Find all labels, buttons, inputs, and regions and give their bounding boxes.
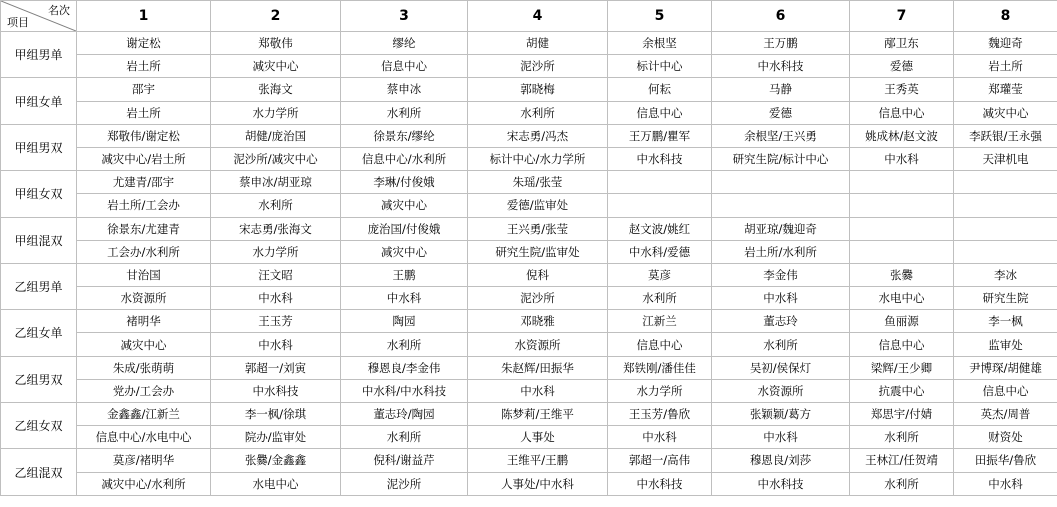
unit-cell: 中水科 — [211, 333, 341, 356]
unit-cell: 爱德/监审处 — [468, 194, 608, 217]
player-cell: 朱瑶/张莹 — [468, 171, 608, 194]
unit-cell: 水资源所 — [77, 287, 211, 310]
player-cell: 李一枫 — [954, 310, 1057, 333]
category-label: 乙组女单 — [1, 310, 77, 356]
player-cell — [850, 171, 954, 194]
player-cell: 郑敬伟/谢定松 — [77, 124, 211, 147]
unit-cell: 水力学所 — [211, 101, 341, 124]
player-cell: 李跃银/王永强 — [954, 124, 1057, 147]
unit-cell: 岩土所 — [77, 101, 211, 124]
category-label: 甲组女单 — [1, 78, 77, 124]
unit-cell: 减灾中心/水利所 — [77, 472, 211, 495]
table-row-players — [1, 217, 1057, 240]
player-cell: 郑瓘莹 — [954, 78, 1057, 101]
unit-cell: 水利所 — [341, 101, 468, 124]
unit-cell: 研究生院/监审处 — [468, 240, 608, 263]
unit-cell — [608, 194, 712, 217]
rank-header: 6 — [712, 1, 850, 32]
unit-cell: 爱德 — [850, 55, 954, 78]
unit-cell: 中水科 — [712, 287, 850, 310]
player-cell: 朱赵辉/田振华 — [468, 356, 608, 379]
item-header-label: 项目 — [7, 16, 29, 29]
player-cell: 郑铁刚/潘佳佳 — [608, 356, 712, 379]
unit-cell: 标计中心 — [608, 55, 712, 78]
unit-cell: 水资源所 — [468, 333, 608, 356]
player-cell: 王玉芳 — [211, 310, 341, 333]
unit-cell: 信息中心/水电中心 — [77, 426, 211, 449]
player-cell: 胡健 — [468, 32, 608, 55]
table-row-units — [1, 379, 1057, 402]
unit-cell: 减灾中心 — [341, 240, 468, 263]
player-cell: 马静 — [712, 78, 850, 101]
unit-cell: 爱德 — [712, 101, 850, 124]
unit-cell: 减灾中心 — [954, 101, 1057, 124]
player-cell: 吴初/侯保灯 — [712, 356, 850, 379]
unit-cell: 泥沙所 — [468, 287, 608, 310]
player-cell: 邵宇 — [77, 78, 211, 101]
player-cell: 金鑫鑫/江新兰 — [77, 403, 211, 426]
player-cell: 陶园 — [341, 310, 468, 333]
unit-cell: 岩土所/水利所 — [712, 240, 850, 263]
unit-cell: 信息中心 — [608, 101, 712, 124]
unit-cell: 信息中心 — [954, 379, 1057, 402]
unit-cell: 水利所 — [608, 287, 712, 310]
player-cell: 赵文波/姚红 — [608, 217, 712, 240]
unit-cell: 水利所 — [712, 333, 850, 356]
category-label: 乙组女双 — [1, 403, 77, 449]
unit-cell: 中水科技 — [211, 379, 341, 402]
unit-cell: 水利所 — [341, 426, 468, 449]
player-cell: 梁辉/王少卿 — [850, 356, 954, 379]
player-cell: 李琳/付俊娥 — [341, 171, 468, 194]
rank-header: 1 — [77, 1, 211, 32]
unit-cell — [954, 194, 1057, 217]
unit-cell: 中水科/爱德 — [608, 240, 712, 263]
player-cell: 李一枫/徐琪 — [211, 403, 341, 426]
unit-cell: 信息中心 — [850, 333, 954, 356]
player-cell: 尤建青/邵宇 — [77, 171, 211, 194]
table-row-units — [1, 147, 1057, 170]
table-row-units — [1, 194, 1057, 217]
player-cell: 郭超一/高伟 — [608, 449, 712, 472]
unit-cell: 水电中心 — [850, 287, 954, 310]
unit-cell: 中水科 — [850, 147, 954, 170]
unit-cell: 信息中心 — [850, 101, 954, 124]
category-label: 甲组女双 — [1, 171, 77, 217]
unit-cell: 中水科 — [712, 426, 850, 449]
player-cell: 董志玲 — [712, 310, 850, 333]
rank-header: 5 — [608, 1, 712, 32]
rank-header: 7 — [850, 1, 954, 32]
player-cell: 宋志勇/张海文 — [211, 217, 341, 240]
unit-cell — [954, 240, 1057, 263]
unit-cell: 中水科技 — [712, 472, 850, 495]
table-row-units — [1, 240, 1057, 263]
rank-header: 3 — [341, 1, 468, 32]
table-row-players — [1, 356, 1057, 379]
unit-cell: 抗震中心 — [850, 379, 954, 402]
table-row-players — [1, 263, 1057, 286]
unit-cell: 中水科 — [341, 287, 468, 310]
player-cell: 汪文昭 — [211, 263, 341, 286]
header-row — [1, 1, 1057, 32]
player-cell: 魏迎奇 — [954, 32, 1057, 55]
unit-cell: 减灾中心/岩土所 — [77, 147, 211, 170]
unit-cell: 天津机电 — [954, 147, 1057, 170]
table-row-units — [1, 426, 1057, 449]
player-cell: 姚成林/赵文波 — [850, 124, 954, 147]
table-row-players — [1, 171, 1057, 194]
unit-cell: 水力学所 — [608, 379, 712, 402]
player-cell: 蔡申冰/胡亚琼 — [211, 171, 341, 194]
player-cell: 郭超一/刘寅 — [211, 356, 341, 379]
unit-cell: 泥沙所 — [341, 472, 468, 495]
player-cell: 庞治国/付俊娥 — [341, 217, 468, 240]
unit-cell: 财资处 — [954, 426, 1057, 449]
unit-cell: 减灾中心 — [77, 333, 211, 356]
player-cell: 穆恩良/李金伟 — [341, 356, 468, 379]
table-row-players — [1, 449, 1057, 472]
unit-cell: 工会办/水利所 — [77, 240, 211, 263]
player-cell: 徐景东/尤建青 — [77, 217, 211, 240]
table-row-units — [1, 287, 1057, 310]
player-cell: 褚明华 — [77, 310, 211, 333]
unit-cell: 岩土所 — [77, 55, 211, 78]
player-cell — [954, 171, 1057, 194]
player-cell: 英杰/周普 — [954, 403, 1057, 426]
player-cell — [954, 217, 1057, 240]
player-cell: 宋志勇/冯杰 — [468, 124, 608, 147]
unit-cell: 党办/工会办 — [77, 379, 211, 402]
table-row-players — [1, 32, 1057, 55]
player-cell: 谢定松 — [77, 32, 211, 55]
player-cell: 郑敬伟 — [211, 32, 341, 55]
unit-cell: 中水科/中水科技 — [341, 379, 468, 402]
unit-cell: 院办/监审处 — [211, 426, 341, 449]
table-body — [1, 32, 1057, 496]
player-cell: 王万鹏 — [712, 32, 850, 55]
unit-cell: 减灾中心 — [211, 55, 341, 78]
player-cell: 胡健/庞治国 — [211, 124, 341, 147]
unit-cell: 减灾中心 — [341, 194, 468, 217]
table-row-units — [1, 55, 1057, 78]
unit-cell: 信息中心 — [341, 55, 468, 78]
player-cell: 李冰 — [954, 263, 1057, 286]
player-cell: 江新兰 — [608, 310, 712, 333]
unit-cell: 水利所 — [211, 194, 341, 217]
player-cell: 朱成/张萌萌 — [77, 356, 211, 379]
player-cell: 余根坚 — [608, 32, 712, 55]
player-cell: 邓晓雅 — [468, 310, 608, 333]
unit-cell: 中水科 — [211, 287, 341, 310]
unit-cell: 监审处 — [954, 333, 1057, 356]
player-cell: 王维平/王鹏 — [468, 449, 608, 472]
table-row-units — [1, 472, 1057, 495]
rank-header-label: 名次 — [48, 4, 70, 17]
category-label: 乙组男双 — [1, 356, 77, 402]
player-cell: 穆恩良/刘莎 — [712, 449, 850, 472]
unit-cell: 标计中心/水力学所 — [468, 147, 608, 170]
table-row-players — [1, 124, 1057, 147]
player-cell: 田振华/鲁欣 — [954, 449, 1057, 472]
unit-cell: 中水科技 — [712, 55, 850, 78]
player-cell: 王玉芳/鲁欣 — [608, 403, 712, 426]
player-cell: 张海文 — [211, 78, 341, 101]
player-cell: 蔡申冰 — [341, 78, 468, 101]
category-label: 乙组男单 — [1, 263, 77, 309]
player-cell — [712, 171, 850, 194]
unit-cell: 中水科技 — [608, 147, 712, 170]
unit-cell — [850, 240, 954, 263]
player-cell: 缪纶 — [341, 32, 468, 55]
player-cell: 李金伟 — [712, 263, 850, 286]
category-label: 甲组男单 — [1, 32, 77, 78]
category-label: 乙组混双 — [1, 449, 77, 495]
category-label: 甲组男双 — [1, 124, 77, 170]
player-cell: 何耘 — [608, 78, 712, 101]
unit-cell: 水利所 — [850, 426, 954, 449]
player-cell: 胡亚琼/魏迎奇 — [712, 217, 850, 240]
category-label: 甲组混双 — [1, 217, 77, 263]
rank-header: 2 — [211, 1, 341, 32]
table-row-players — [1, 403, 1057, 426]
player-cell: 余根坚/王兴勇 — [712, 124, 850, 147]
unit-cell: 泥沙所 — [468, 55, 608, 78]
player-cell: 郭晓梅 — [468, 78, 608, 101]
unit-cell: 泥沙所/减灾中心 — [211, 147, 341, 170]
unit-cell: 中水科技 — [608, 472, 712, 495]
player-cell: 王万鹏/瞿军 — [608, 124, 712, 147]
unit-cell: 人事处 — [468, 426, 608, 449]
player-cell: 甘治国 — [77, 263, 211, 286]
unit-cell — [850, 194, 954, 217]
player-cell: 莫彦 — [608, 263, 712, 286]
unit-cell: 研究生院/标计中心 — [712, 147, 850, 170]
player-cell: 倪科/谢益芹 — [341, 449, 468, 472]
player-cell: 王兴勇/张莹 — [468, 217, 608, 240]
rank-header: 8 — [954, 1, 1057, 32]
unit-cell: 水力学所 — [211, 240, 341, 263]
player-cell: 王林江/任贺靖 — [850, 449, 954, 472]
player-cell: 董志玲/陶园 — [341, 403, 468, 426]
unit-cell: 水电中心 — [211, 472, 341, 495]
player-cell: 王鹏 — [341, 263, 468, 286]
player-cell: 张颖颖/葛方 — [712, 403, 850, 426]
unit-cell: 中水科 — [954, 472, 1057, 495]
unit-cell: 水利所 — [850, 472, 954, 495]
player-cell: 莫彦/褚明华 — [77, 449, 211, 472]
unit-cell — [712, 194, 850, 217]
unit-cell: 水利所 — [468, 101, 608, 124]
unit-cell: 信息中心/水利所 — [341, 147, 468, 170]
unit-cell: 人事处/中水科 — [468, 472, 608, 495]
player-cell: 陈梦莉/王维平 — [468, 403, 608, 426]
table-row-units — [1, 101, 1057, 124]
player-cell: 尹博琛/胡健雄 — [954, 356, 1057, 379]
player-cell — [850, 217, 954, 240]
unit-cell: 岩土所 — [954, 55, 1057, 78]
rank-header: 4 — [468, 1, 608, 32]
unit-cell: 信息中心 — [608, 333, 712, 356]
player-cell: 倪科 — [468, 263, 608, 286]
unit-cell: 岩土所/工会办 — [77, 194, 211, 217]
player-cell: 邴卫东 — [850, 32, 954, 55]
player-cell — [608, 171, 712, 194]
unit-cell: 中水科 — [468, 379, 608, 402]
player-cell: 张爨 — [850, 263, 954, 286]
table-row-players — [1, 78, 1057, 101]
table-row-players — [1, 310, 1057, 333]
player-cell: 王秀英 — [850, 78, 954, 101]
player-cell: 徐景东/缪纶 — [341, 124, 468, 147]
unit-cell: 研究生院 — [954, 287, 1057, 310]
unit-cell: 中水科 — [608, 426, 712, 449]
unit-cell: 水利所 — [341, 333, 468, 356]
player-cell: 张爨/金鑫鑫 — [211, 449, 341, 472]
player-cell: 鱼丽源 — [850, 310, 954, 333]
player-cell: 郑思宇/付婧 — [850, 403, 954, 426]
corner-cell — [1, 1, 77, 32]
table-row-units — [1, 333, 1057, 356]
unit-cell: 水资源所 — [712, 379, 850, 402]
